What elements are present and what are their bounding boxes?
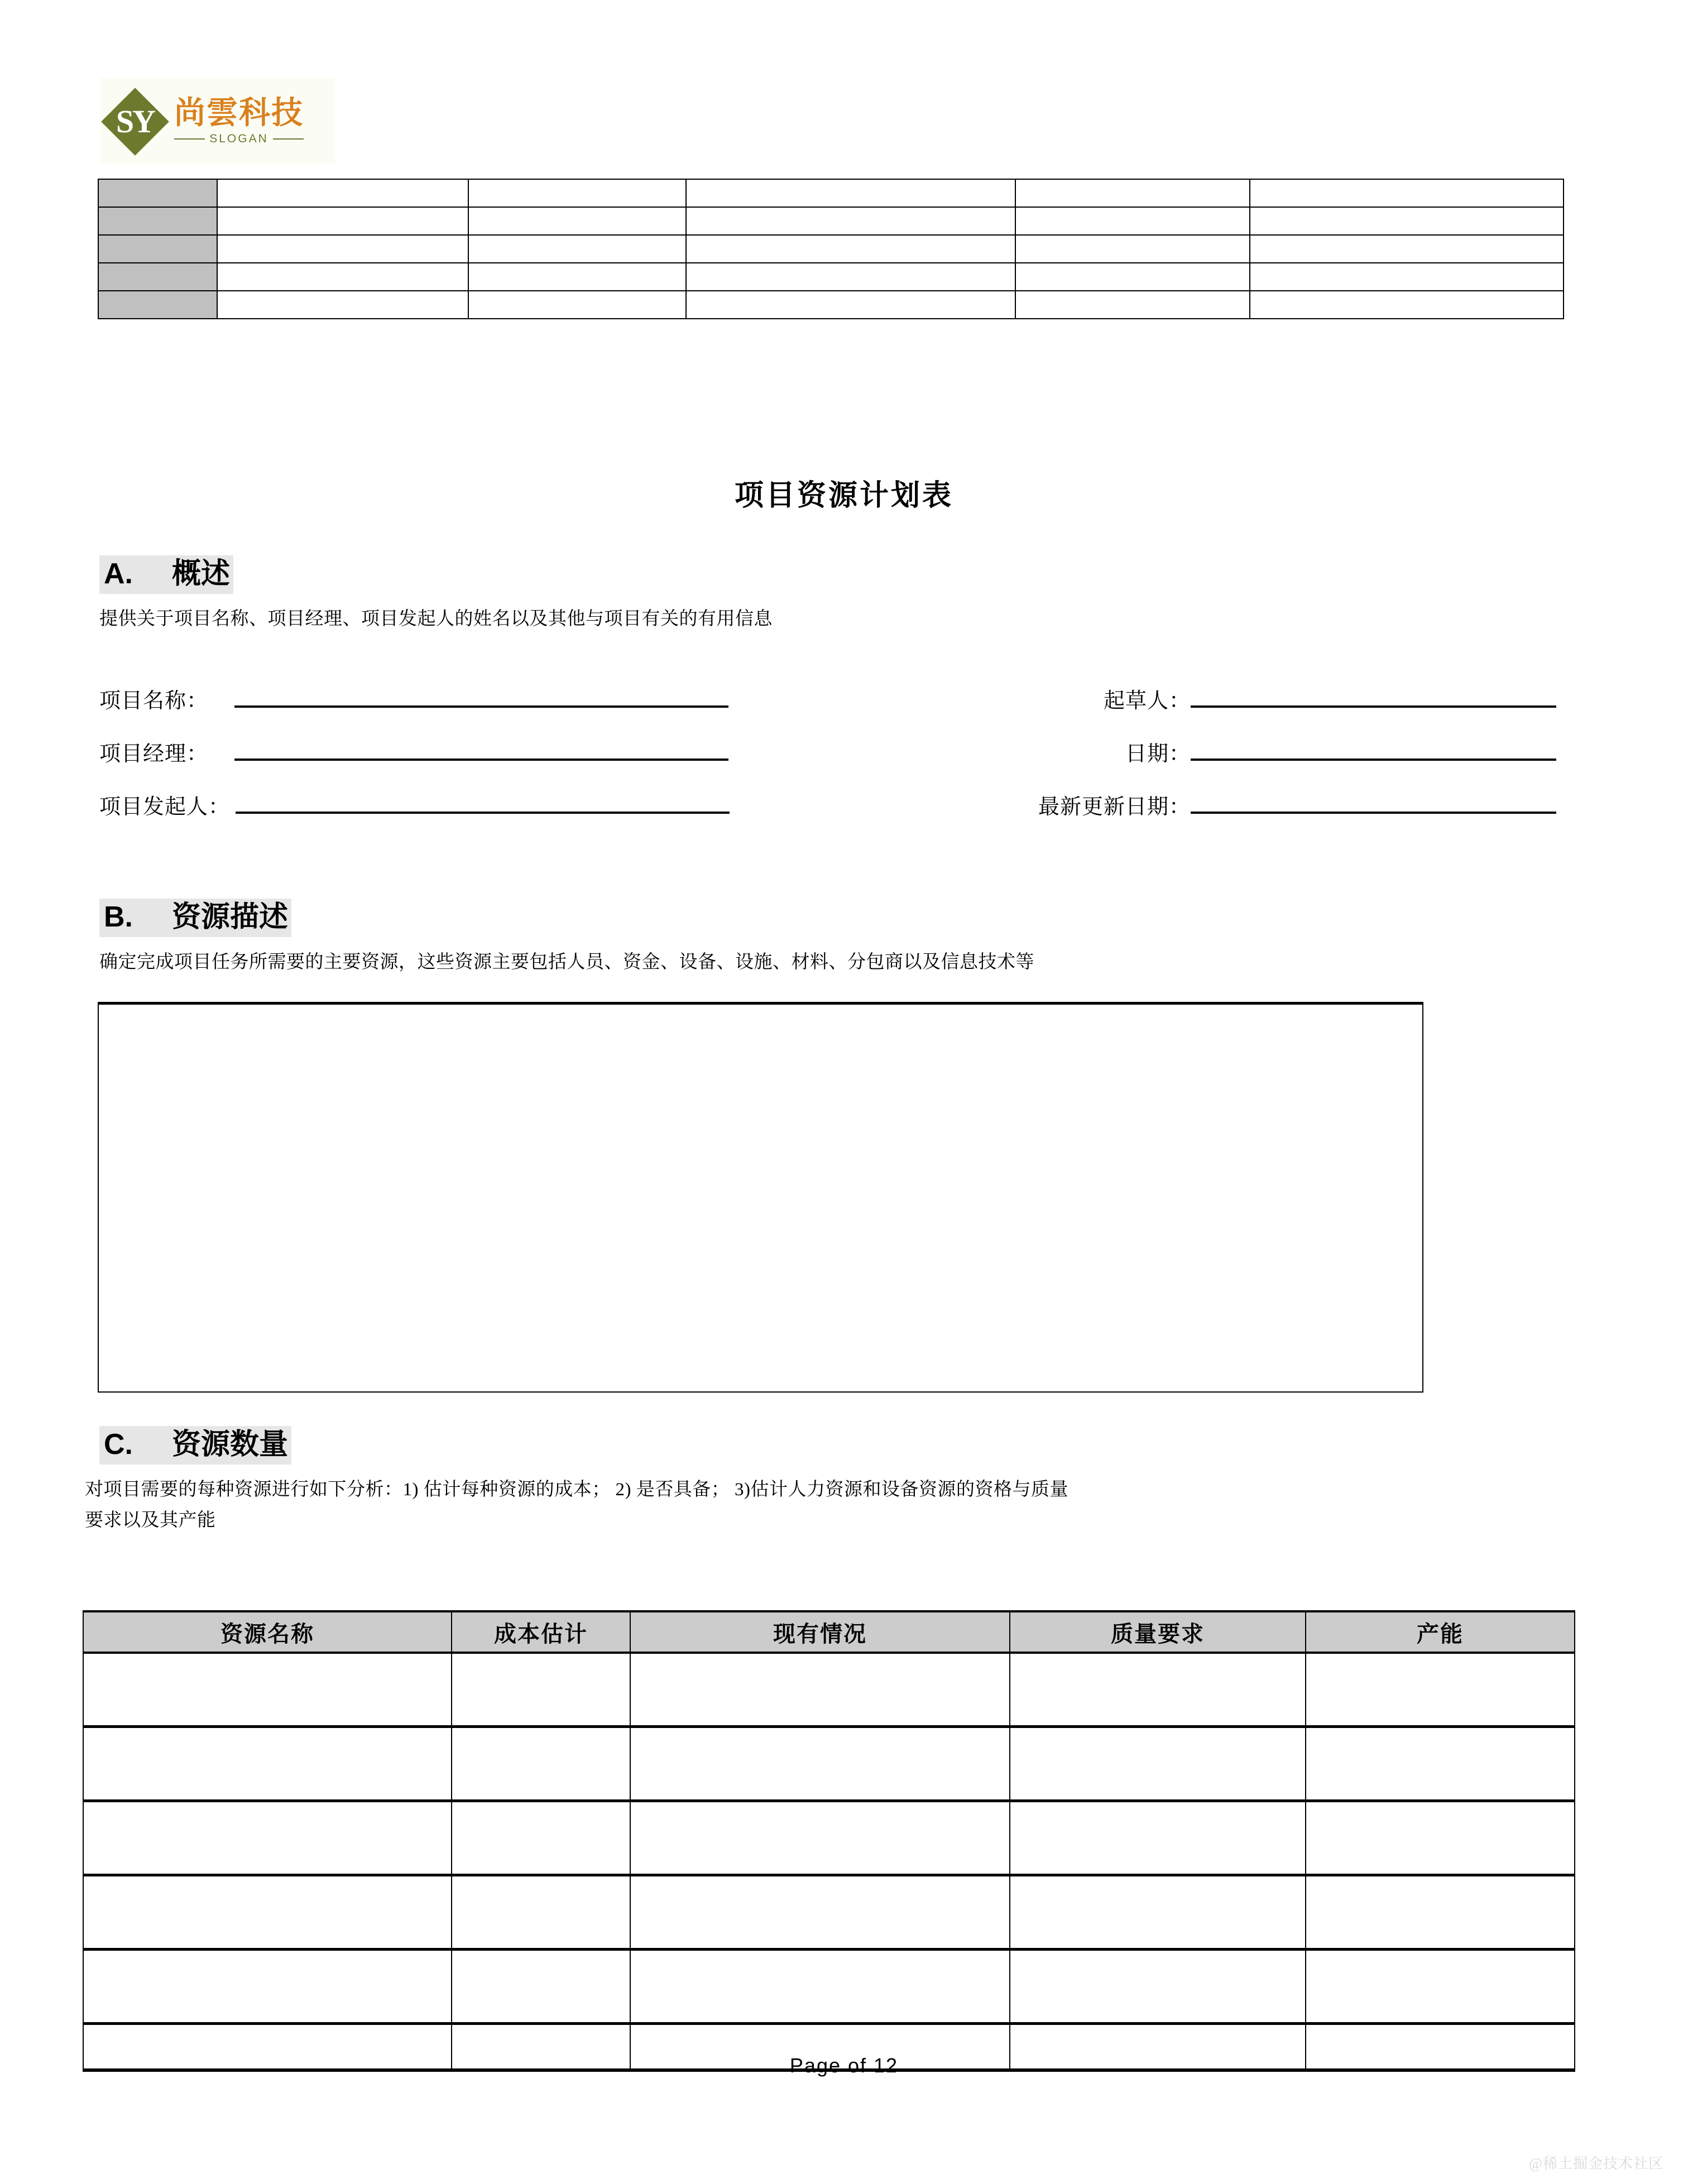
field-last-updated bbox=[949, 788, 1556, 820]
column-header-capacity: 产能 bbox=[1306, 1611, 1575, 1653]
logo-slogan-text: SLOGAN bbox=[209, 132, 268, 145]
resource-table-head bbox=[83, 1611, 1575, 1653]
table-cell[interactable] bbox=[217, 235, 468, 263]
table-cell[interactable] bbox=[1010, 1653, 1306, 1727]
section-a-heading bbox=[99, 555, 233, 594]
table-cell[interactable] bbox=[83, 1727, 452, 1801]
table-cell[interactable] bbox=[217, 207, 468, 235]
table-cell-shaded[interactable] bbox=[98, 263, 217, 291]
table-cell[interactable] bbox=[1306, 1653, 1575, 1727]
field-last-updated-label: 最新更新日期： bbox=[1038, 795, 1191, 819]
section-c-description-line1: 对项目需要的每种资源进行如下分析：1) 估计每种资源的成本； 2) 是否具备； 3)估计人力资源和设备资源的资格与质量 bbox=[85, 1480, 1068, 1500]
logo-slogan-row bbox=[174, 132, 304, 146]
table-cell[interactable] bbox=[1250, 291, 1564, 319]
table-cell[interactable] bbox=[83, 1950, 452, 2024]
logo-textblock bbox=[174, 97, 304, 146]
table-row bbox=[83, 1727, 1575, 1801]
table-cell[interactable] bbox=[686, 263, 1015, 291]
table-cell[interactable] bbox=[1306, 1727, 1575, 1801]
section-b-letter: B. bbox=[104, 901, 133, 933]
field-date bbox=[1054, 735, 1556, 767]
field-drafter bbox=[1054, 682, 1556, 714]
table-cell[interactable] bbox=[630, 1875, 1010, 1950]
field-date-label: 日期： bbox=[1125, 742, 1191, 766]
table-cell[interactable] bbox=[1010, 1801, 1306, 1875]
table-cell[interactable] bbox=[1015, 263, 1250, 291]
logo-diamond-icon bbox=[104, 90, 166, 153]
table-row bbox=[98, 235, 1564, 263]
page-footer: Page of 12 bbox=[789, 2054, 899, 2077]
table-cell[interactable] bbox=[1015, 235, 1250, 263]
section-b-heading bbox=[99, 899, 291, 937]
table-cell[interactable] bbox=[468, 179, 686, 207]
section-c-title: 资源数量 bbox=[172, 1429, 289, 1461]
table-cell[interactable] bbox=[1306, 1950, 1575, 2024]
logo-initials: SY bbox=[116, 103, 155, 140]
table-row bbox=[83, 1950, 1575, 2024]
column-header-quality-requirement: 质量要求 bbox=[1010, 1611, 1306, 1653]
field-date-input[interactable] bbox=[1191, 735, 1556, 761]
table-cell[interactable] bbox=[83, 1801, 452, 1875]
field-last-updated-input[interactable] bbox=[1191, 788, 1556, 814]
logo-rule-right bbox=[273, 138, 304, 140]
resource-quantity-table bbox=[83, 1610, 1575, 2072]
table-row bbox=[83, 1875, 1575, 1950]
table-row bbox=[83, 1653, 1575, 1727]
table-cell-shaded[interactable] bbox=[98, 179, 217, 207]
table-cell-shaded[interactable] bbox=[98, 291, 217, 319]
table-cell[interactable] bbox=[1010, 1727, 1306, 1801]
header-info-table bbox=[98, 179, 1564, 319]
table-header-row bbox=[83, 1611, 1575, 1653]
table-cell[interactable] bbox=[1306, 1875, 1575, 1950]
table-cell[interactable] bbox=[217, 179, 468, 207]
table-cell[interactable] bbox=[217, 263, 468, 291]
table-row bbox=[98, 263, 1564, 291]
table-cell[interactable] bbox=[1010, 1875, 1306, 1950]
table-cell[interactable] bbox=[468, 263, 686, 291]
section-b-title: 资源描述 bbox=[172, 901, 289, 933]
section-c-description-line2: 要求以及其产能 bbox=[85, 1510, 216, 1530]
field-project-sponsor-label: 项目发起人： bbox=[99, 795, 231, 819]
field-drafter-input[interactable] bbox=[1191, 682, 1556, 708]
table-row bbox=[83, 1801, 1575, 1875]
table-cell[interactable] bbox=[1010, 1950, 1306, 2024]
table-cell[interactable] bbox=[1250, 235, 1564, 263]
field-project-name-label: 项目名称： bbox=[99, 689, 209, 713]
header-info-table-body bbox=[98, 179, 1564, 319]
table-cell[interactable] bbox=[630, 1727, 1010, 1801]
logo-rule-left bbox=[174, 138, 205, 140]
table-cell[interactable] bbox=[686, 207, 1015, 235]
table-cell[interactable] bbox=[468, 235, 686, 263]
table-cell[interactable] bbox=[452, 1801, 630, 1875]
section-c-letter: C. bbox=[104, 1428, 133, 1461]
field-project-name-input[interactable] bbox=[234, 682, 728, 708]
column-header-current-status: 现有情况 bbox=[630, 1611, 1010, 1653]
table-cell[interactable] bbox=[630, 1653, 1010, 1727]
field-drafter-label: 起草人： bbox=[1103, 689, 1191, 713]
field-project-sponsor bbox=[99, 788, 892, 820]
table-cell[interactable] bbox=[452, 1875, 630, 1950]
field-project-name bbox=[99, 682, 892, 714]
table-cell[interactable] bbox=[686, 235, 1015, 263]
table-row bbox=[98, 207, 1564, 235]
table-cell[interactable] bbox=[1015, 291, 1250, 319]
table-cell[interactable] bbox=[686, 179, 1015, 207]
table-cell[interactable] bbox=[1015, 179, 1250, 207]
table-cell[interactable] bbox=[686, 291, 1015, 319]
table-cell[interactable] bbox=[630, 1801, 1010, 1875]
table-cell[interactable] bbox=[468, 207, 686, 235]
table-cell[interactable] bbox=[468, 291, 686, 319]
watermark: @稀土掘金技术社区 bbox=[1529, 2156, 1663, 2172]
column-header-resource-name: 资源名称 bbox=[83, 1611, 452, 1653]
table-cell[interactable] bbox=[83, 1875, 452, 1950]
table-cell[interactable] bbox=[452, 1950, 630, 2024]
company-logo bbox=[100, 78, 335, 165]
table-cell-shaded[interactable] bbox=[98, 235, 217, 263]
page-title: 项目资源计划表 bbox=[734, 480, 953, 512]
table-row bbox=[98, 179, 1564, 207]
table-cell[interactable] bbox=[630, 1950, 1010, 2024]
field-project-sponsor-input[interactable] bbox=[236, 788, 730, 814]
table-cell[interactable] bbox=[83, 1653, 452, 1727]
table-cell[interactable] bbox=[1306, 1801, 1575, 1875]
field-project-manager-input[interactable] bbox=[234, 735, 728, 761]
section-a-title: 概述 bbox=[172, 558, 231, 590]
section-a-letter: A. bbox=[104, 558, 133, 590]
table-cell[interactable] bbox=[452, 1727, 630, 1801]
table-cell[interactable] bbox=[1250, 179, 1564, 207]
table-cell[interactable] bbox=[217, 291, 468, 319]
table-cell[interactable] bbox=[1250, 207, 1564, 235]
column-header-cost-estimate: 成本估计 bbox=[452, 1611, 630, 1653]
table-cell[interactable] bbox=[1250, 263, 1564, 291]
field-project-manager bbox=[99, 735, 892, 767]
table-cell[interactable] bbox=[1015, 207, 1250, 235]
field-project-manager-label: 项目经理： bbox=[99, 742, 209, 766]
table-cell[interactable] bbox=[452, 1653, 630, 1727]
section-a-description: 提供关于项目名称、项目经理、项目发起人的姓名以及其他与项目有关的有用信息 bbox=[99, 609, 773, 629]
section-c-heading bbox=[99, 1426, 291, 1465]
table-cell-shaded[interactable] bbox=[98, 207, 217, 235]
resource-description-textarea[interactable] bbox=[98, 1002, 1423, 1393]
resource-table-body bbox=[83, 1653, 1575, 2070]
section-b-description: 确定完成项目任务所需要的主要资源，这些资源主要包括人员、资金、设备、设施、材料、分包商以及信息技术等 bbox=[99, 952, 1034, 972]
logo-company-name: 尚雲科技 bbox=[174, 96, 304, 131]
table-row bbox=[98, 291, 1564, 319]
